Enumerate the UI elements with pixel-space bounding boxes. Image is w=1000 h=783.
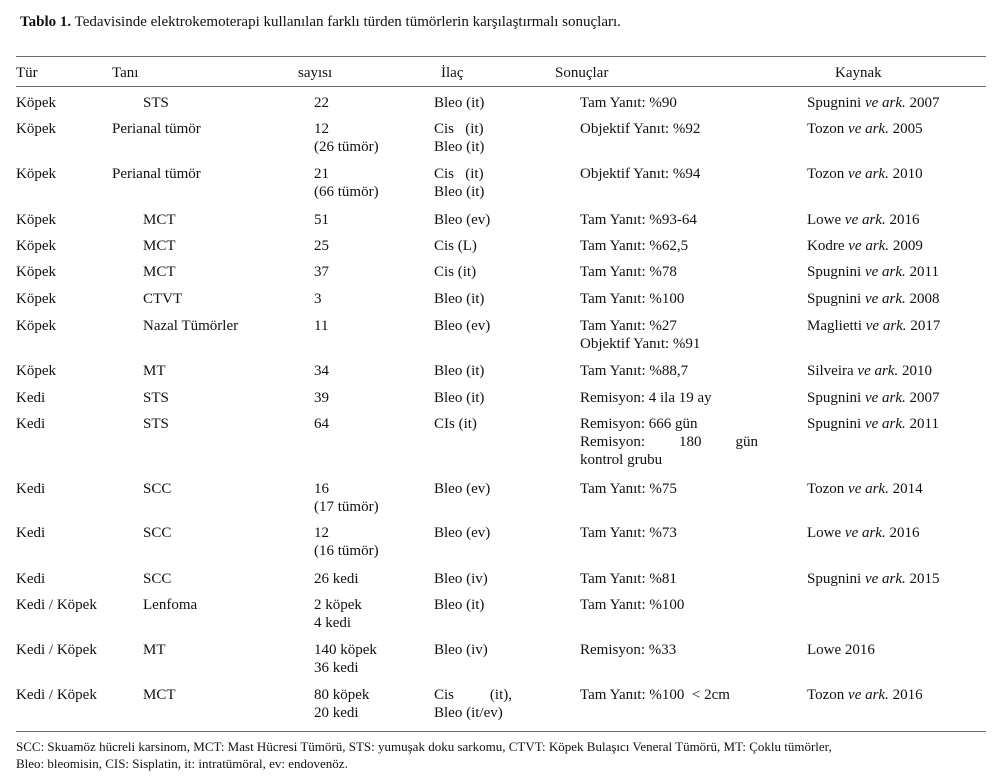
cell-line: 36 kedi [314, 660, 359, 676]
cell-tur: Köpek [16, 318, 56, 334]
cell-line: Tam Yanıt: %27 [580, 318, 677, 334]
cell-tani: SCC [143, 481, 172, 497]
cell-sonuc [580, 290, 684, 308]
cell-line: Tam Yanıt: %100 [580, 291, 685, 307]
kaynak-year: 2011 [909, 264, 939, 280]
cell-kaynak [807, 524, 919, 542]
cell-ilac [434, 389, 484, 407]
kaynak-year: 2015 [909, 571, 940, 587]
cell-line: 140 köpek [314, 642, 377, 658]
cell-line: 3 [314, 291, 322, 307]
kaynak-author: Spugnini [807, 390, 862, 406]
cell-ilac [434, 317, 490, 335]
kaynak-et-al: ve ark. [857, 363, 899, 379]
cell-ilac [434, 686, 512, 722]
cell-tur: Kedi / Köpek [16, 597, 97, 613]
cell-sayisi [314, 389, 329, 407]
cell-line: Tam Yanıt: %78 [580, 264, 677, 280]
kaynak-year: 2007 [909, 390, 940, 406]
cell-tani: MCT [143, 238, 176, 254]
cell-line: Tam Yanıt: %100 < 2cm [580, 687, 730, 703]
cell-line: Objektif Yanıt: %94 [580, 166, 701, 182]
cell-line: 11 [314, 318, 329, 334]
cell-kaynak [807, 641, 875, 659]
kaynak-author: Tozon [807, 687, 845, 703]
kaynak-et-al: ve ark. [848, 238, 890, 254]
kaynak-year: 2009 [892, 238, 923, 254]
cell-tur: Köpek [16, 363, 56, 379]
cell-ilac [434, 211, 490, 229]
cell-sonuc [580, 524, 677, 542]
cell-tani: SCC [143, 525, 172, 541]
kaynak-author: Lowe [807, 525, 842, 541]
cell-tur: Köpek [16, 212, 56, 228]
cell-line: kontrol grubu [580, 452, 663, 468]
cell-tur: Köpek [16, 264, 56, 280]
cell-line: (66 tümör) [314, 184, 379, 200]
cell-line: 34 [314, 363, 329, 379]
cell-tani: SCC [143, 571, 172, 587]
cell-line: Bleo (ev) [434, 525, 491, 541]
cell-sonuc [580, 596, 684, 614]
cell-tani: Perianal tümör [112, 121, 201, 137]
cell-line: Bleo (it) [434, 139, 485, 155]
cell-tani: Perianal tümör [112, 166, 201, 182]
cell-line: 26 kedi [314, 571, 359, 587]
kaynak-et-al: ve ark. [844, 212, 886, 228]
cell-ilac [434, 165, 484, 201]
cell-kaynak [807, 211, 919, 229]
cell-sayisi [314, 415, 329, 433]
cell-tani: MCT [143, 212, 176, 228]
cell-tur: Kedi [16, 416, 46, 432]
cell-tur: Kedi / Köpek [16, 687, 97, 703]
cell-line: Bleo (ev) [434, 318, 491, 334]
cell-line: 64 [314, 416, 329, 432]
cell-sonuc [580, 120, 700, 138]
cell-kaynak [807, 480, 923, 498]
cell-line: 37 [314, 264, 329, 280]
cell-ilac [434, 641, 488, 659]
kaynak-year: 2008 [909, 291, 940, 307]
cell-ilac [434, 237, 477, 255]
cell-line: 2 köpek [314, 597, 362, 613]
cell-sayisi [314, 480, 379, 516]
kaynak-year: 2017 [910, 318, 941, 334]
cell-tani: Nazal Tümörler [143, 318, 239, 334]
cell-tani: CTVT [143, 291, 183, 307]
cell-line: Bleo (it) [434, 95, 485, 111]
kaynak-year: 2010 [892, 166, 923, 182]
kaynak-year: 2007 [909, 95, 940, 111]
cell-line: Cis (L) [434, 238, 477, 254]
cell-line: Remisyon: 666 gün [580, 416, 698, 432]
kaynak-author: Lowe [807, 642, 842, 658]
cell-line: 25 [314, 238, 329, 254]
cell-sonuc [580, 480, 677, 498]
footnote-line: SCC: Skuamöz hücreli karsinom, MCT: Mast Hücresi Tümörü, STS: yumuşak doku sarkomu, CTVT: Köpek Bulaşıcı Veneral Tümörü, MT: Çoklu tümörler, [16, 739, 832, 754]
table-caption-text: Tedavisinde elektrokemoterapi kullanılan farklı türden tümörlerin karşılaştırmalı sonuçları. [71, 14, 621, 30]
cell-sayisi [314, 317, 328, 335]
kaynak-et-al: ve ark. [865, 318, 907, 334]
cell-tur: Köpek [16, 291, 56, 307]
cell-sayisi [314, 570, 359, 588]
kaynak-author: Spugnini [807, 264, 862, 280]
cell-kaynak [807, 362, 932, 380]
kaynak-year: 2010 [901, 363, 932, 379]
kaynak-et-al: ve ark. [864, 571, 906, 587]
cell-ilac [434, 415, 477, 433]
cell-tur: Kedi [16, 571, 46, 587]
header-tur: Tür [16, 65, 38, 81]
table-caption [20, 14, 621, 31]
kaynak-et-al: ve ark. [848, 166, 889, 182]
cell-sonuc [580, 211, 697, 229]
table-footnote [16, 738, 832, 772]
cell-kaynak [807, 94, 940, 112]
kaynak-year: 2016 [892, 687, 923, 703]
kaynak-author: Spugnini [807, 291, 862, 307]
cell-line: Bleo (ev) [434, 212, 491, 228]
cell-line: Tam Yanıt: %81 [580, 571, 677, 587]
cell-sayisi [314, 290, 322, 308]
cell-tur: Köpek [16, 238, 56, 254]
kaynak-et-al: ve ark. [844, 525, 886, 541]
cell-sayisi [314, 596, 362, 632]
cell-kaynak [807, 120, 923, 138]
header-kaynak: Kaynak [835, 65, 882, 81]
cell-line: Tam Yanıt: %93-64 [580, 212, 697, 228]
kaynak-year: 2016 [889, 212, 920, 228]
cell-sayisi [314, 165, 379, 201]
kaynak-author: Tozon [807, 166, 845, 182]
header-sayisi: sayısı [298, 65, 333, 81]
cell-ilac [434, 94, 484, 112]
kaynak-et-al: ve ark. [848, 687, 889, 703]
cell-kaynak [807, 570, 940, 588]
cell-line: Cis (it) [434, 166, 484, 182]
cell-line: Tam Yanıt: %73 [580, 525, 677, 541]
cell-tani: STS [143, 390, 169, 406]
cell-sayisi [314, 211, 329, 229]
cell-tur: Köpek [16, 166, 56, 182]
cell-line: (16 tümör) [314, 543, 379, 559]
header-tani: Tanı [112, 65, 139, 81]
cell-line: Remisyon: 180 gün [580, 434, 758, 450]
cell-sayisi [314, 362, 329, 380]
cell-line: 16 [314, 481, 329, 497]
cell-sonuc [580, 415, 758, 469]
kaynak-author: Maglietti [807, 318, 862, 334]
cell-tur: Kedi [16, 481, 46, 497]
cell-tani: Lenfoma [143, 597, 198, 613]
cell-tani: MT [143, 642, 166, 658]
cell-line: Bleo (it) [434, 184, 485, 200]
cell-line: Bleo (iv) [434, 571, 488, 587]
kaynak-author: Spugnini [807, 95, 862, 111]
cell-sayisi [314, 120, 379, 156]
table-bottom-rule [16, 731, 986, 732]
cell-line: Bleo (ev) [434, 481, 491, 497]
cell-kaynak [807, 686, 923, 704]
cell-sonuc [580, 362, 688, 380]
cell-line: 80 köpek [314, 687, 370, 703]
cell-line: Remisyon: 4 ila 19 ay [580, 390, 712, 406]
cell-ilac [434, 524, 490, 542]
cell-line: (17 tümör) [314, 499, 379, 515]
cell-tur: Köpek [16, 121, 56, 137]
cell-line: 12 [314, 525, 329, 541]
kaynak-author: Kodre [807, 238, 845, 254]
cell-sonuc [580, 165, 700, 183]
kaynak-et-al: ve ark. [864, 291, 906, 307]
cell-kaynak [807, 415, 939, 433]
cell-line: Bleo (it) [434, 597, 485, 613]
cell-line: 22 [314, 95, 329, 111]
cell-ilac [434, 596, 484, 614]
cell-kaynak [807, 237, 923, 255]
kaynak-author: Spugnini [807, 571, 862, 587]
cell-sonuc [580, 570, 677, 588]
kaynak-year: 2016 [844, 642, 875, 658]
kaynak-author: Tozon [807, 481, 845, 497]
cell-tani: MCT [143, 687, 176, 703]
cell-line: 21 [314, 166, 329, 182]
cell-line: 12 [314, 121, 329, 137]
cell-sayisi [314, 524, 379, 560]
kaynak-et-al: ve ark. [848, 481, 889, 497]
cell-line: Tam Yanıt: %90 [580, 95, 677, 111]
cell-sonuc [580, 94, 677, 112]
cell-line: Cis (it) [434, 264, 477, 280]
kaynak-year: 2016 [889, 525, 920, 541]
cell-ilac [434, 362, 484, 380]
cell-sonuc [580, 641, 676, 659]
cell-ilac [434, 290, 484, 308]
cell-line: Tam Yanıt: %88,7 [580, 363, 689, 379]
cell-line: 20 kedi [314, 705, 359, 721]
cell-line: Bleo (it) [434, 363, 485, 379]
cell-line: Cis (it) [434, 121, 484, 137]
cell-line: Tam Yanıt: %75 [580, 481, 677, 497]
footnote-line: Bleo: bleomisin, CIS: Sisplatin, it: intratümöral, ev: endovenöz. [16, 756, 348, 771]
cell-sayisi [314, 641, 377, 677]
cell-line: Cis (it), [434, 687, 512, 703]
kaynak-author: Silveira [807, 363, 854, 379]
cell-tur: Kedi [16, 390, 46, 406]
cell-sonuc [580, 263, 677, 281]
cell-line: Bleo (it) [434, 291, 485, 307]
cell-tani: MT [143, 363, 166, 379]
kaynak-year: 2014 [892, 481, 923, 497]
cell-sayisi [314, 94, 329, 112]
cell-ilac [434, 570, 488, 588]
kaynak-et-al: ve ark. [864, 264, 906, 280]
cell-tani: STS [143, 416, 169, 432]
cell-line: Objektif Yanıt: %91 [580, 336, 701, 352]
kaynak-author: Tozon [807, 121, 845, 137]
cell-line: 51 [314, 212, 329, 228]
cell-ilac [434, 120, 484, 156]
cell-sonuc [580, 317, 700, 353]
header-sonuclar: Sonuçlar [555, 65, 609, 81]
kaynak-year: 2011 [909, 416, 939, 432]
kaynak-year: 2005 [892, 121, 923, 137]
cell-sonuc [580, 389, 712, 407]
cell-line: Objektif Yanıt: %92 [580, 121, 701, 137]
cell-sonuc [580, 686, 730, 704]
cell-sayisi [314, 263, 329, 281]
cell-line: Tam Yanıt: %100 [580, 597, 685, 613]
kaynak-et-al: ve ark. [864, 416, 906, 432]
table-header-rule [16, 86, 986, 87]
cell-kaynak [807, 389, 940, 407]
cell-line: Bleo (it/ev) [434, 705, 503, 721]
cell-ilac [434, 263, 476, 281]
table-caption-label: Tablo 1. [20, 14, 72, 30]
cell-tur: Köpek [16, 95, 56, 111]
cell-tur: Kedi / Köpek [16, 642, 97, 658]
kaynak-author: Spugnini [807, 416, 862, 432]
cell-kaynak [807, 290, 940, 308]
cell-sayisi [314, 686, 369, 722]
cell-kaynak [807, 317, 940, 335]
cell-line: Tam Yanıt: %62,5 [580, 238, 689, 254]
cell-sonuc [580, 237, 688, 255]
cell-kaynak [807, 165, 923, 183]
cell-kaynak [807, 263, 939, 281]
cell-line: 4 kedi [314, 615, 352, 631]
kaynak-et-al: ve ark. [864, 95, 906, 111]
kaynak-et-al: ve ark. [864, 390, 906, 406]
kaynak-author: Lowe [807, 212, 842, 228]
cell-line: CIs (it) [434, 416, 477, 432]
header-ilac: İlaç [441, 65, 464, 81]
cell-tani: STS [143, 95, 169, 111]
cell-ilac [434, 480, 490, 498]
cell-line: Bleo (iv) [434, 642, 488, 658]
cell-sayisi [314, 237, 329, 255]
cell-tani: MCT [143, 264, 176, 280]
kaynak-et-al: ve ark. [848, 121, 889, 137]
table-top-rule [16, 56, 986, 57]
cell-line: Bleo (it) [434, 390, 485, 406]
cell-tur: Kedi [16, 525, 46, 541]
cell-line: Remisyon: %33 [580, 642, 677, 658]
cell-line: 39 [314, 390, 329, 406]
cell-line: (26 tümör) [314, 139, 379, 155]
